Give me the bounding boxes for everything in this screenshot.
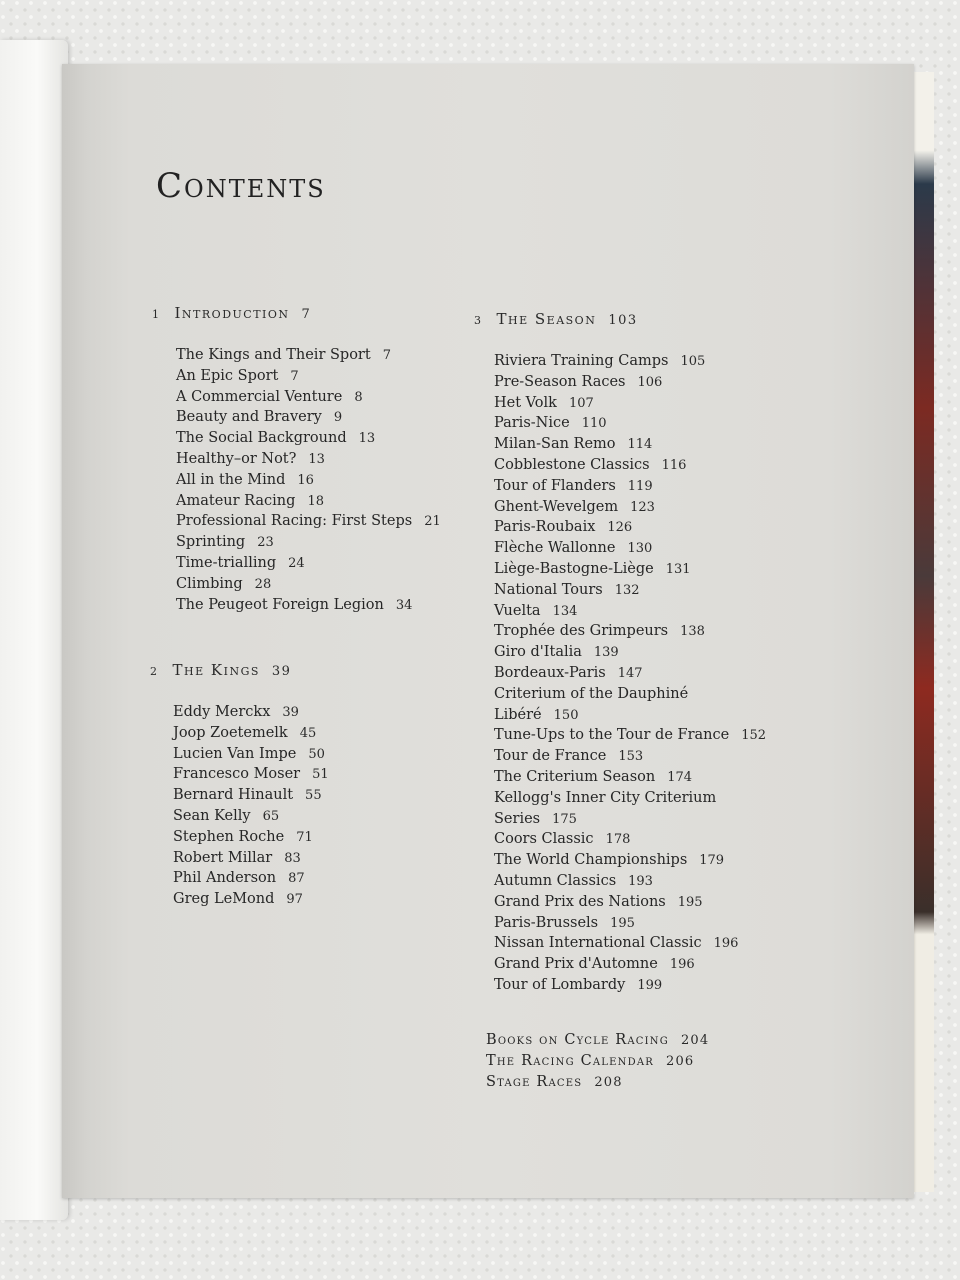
section-title: The Season (496, 310, 597, 328)
entry-page: 110 (581, 416, 607, 432)
entry-title: Paris-Nice (494, 415, 570, 432)
toc-entry (494, 809, 766, 830)
toc-entry (173, 702, 329, 723)
toc-entry (494, 621, 766, 642)
toc-entry (494, 497, 766, 518)
toc-entry (173, 848, 329, 869)
entry-title: Professional Racing: First Steps (176, 513, 413, 530)
entry-title: Tune-Ups to the Tour de France (494, 727, 730, 744)
toc-entry (173, 868, 329, 889)
toc-entry (486, 1072, 709, 1093)
entry-page: 153 (618, 749, 644, 765)
entry-page: 105 (680, 354, 706, 369)
toc-entry (494, 517, 766, 538)
entry-title: Tour of Flanders (494, 477, 616, 494)
toc-entry (494, 829, 766, 850)
toc-entry (494, 434, 766, 455)
section-title: The Kings (172, 661, 260, 679)
entry-title: Robert Millar (173, 849, 273, 866)
entry-page: 195 (610, 915, 635, 931)
back-matter (486, 1030, 709, 1093)
entry-title: Amateur Racing (176, 492, 296, 509)
entry-title: Vuelta (494, 602, 541, 619)
entry-page: 152 (741, 728, 767, 744)
toc-entry (494, 788, 766, 809)
left-page-edge (0, 40, 68, 1220)
toc-entry (494, 476, 766, 497)
toc-entry (173, 827, 329, 848)
toc-entry (173, 723, 329, 744)
entry-title: Time-trialling (176, 554, 277, 571)
entry-title: Joop Zoetemelk (173, 724, 288, 741)
entry-page: 107 (568, 395, 594, 411)
toc-entry (173, 744, 329, 765)
entry-title: Milan-San Remo (494, 436, 616, 453)
entry-page: 8 (354, 389, 363, 405)
toc-entry (494, 351, 766, 372)
entry-title: Flèche Wallonne (494, 540, 616, 557)
entry-title: Paris-Roubaix (494, 519, 596, 536)
entry-title: Lucien Van Impe (173, 745, 297, 762)
entry-title: Liège-Bastogne-Liège (494, 560, 654, 577)
entry-page: 7 (290, 368, 299, 384)
entry-page: 179 (699, 853, 725, 869)
toc-entry (494, 663, 766, 684)
entry-page: 45 (299, 725, 317, 741)
page-title: Contents (156, 166, 326, 206)
toc-entry (176, 428, 441, 449)
entry-page: 24 (288, 555, 305, 571)
toc-entry (173, 764, 329, 785)
section-heading-the-kings (150, 661, 291, 679)
toc-entry (176, 387, 441, 408)
entry-page: 28 (254, 576, 272, 592)
introduction-entries (176, 345, 441, 615)
toc-entry (173, 889, 329, 910)
entry-title: Greg LeMond (173, 891, 275, 908)
toc-entry (486, 1030, 709, 1051)
entry-title: Sean Kelly (173, 807, 251, 824)
entry-title: All in the Mind (176, 471, 286, 488)
entry-page: 132 (614, 582, 640, 598)
toc-entry (176, 553, 441, 574)
entry-title: Beauty and Bravery (176, 409, 322, 426)
entry-title: Cobblestone Classics (494, 456, 650, 473)
entry-page: 114 (627, 437, 653, 453)
entry-title: Trophée des Grimpeurs (494, 623, 669, 640)
entry-page: 7 (382, 348, 391, 363)
entry-page: 193 (628, 873, 653, 889)
entry-page: 71 (296, 829, 313, 845)
entry-title: Grand Prix des Nations (494, 893, 666, 910)
section-number: 3 (474, 314, 483, 327)
entry-page: 39 (282, 705, 299, 720)
entry-page: 50 (308, 746, 325, 762)
entry-page: 106 (637, 374, 663, 390)
entry-title: Tour of Lombardy (494, 976, 626, 993)
toc-entry (494, 746, 766, 767)
entry-page: 65 (262, 808, 280, 824)
toc-entry (176, 366, 441, 387)
entry-title: Bernard Hinault (173, 787, 294, 804)
entry-title: Tour de France (494, 748, 607, 765)
entry-page: 123 (630, 499, 655, 515)
entry-page: 126 (607, 520, 633, 536)
entry-title: The Social Background (176, 430, 347, 447)
entry-title: Stephen Roche (173, 828, 285, 845)
entry-title: Francesco Moser (173, 766, 301, 783)
toc-entry (494, 933, 766, 954)
entry-page: 13 (358, 431, 376, 447)
entry-title: A Commercial Venture (176, 388, 343, 405)
toc-entry (176, 532, 441, 553)
entry-page: 87 (288, 871, 305, 887)
entry-page: 195 (677, 894, 703, 910)
entry-title: The Racing Calendar (486, 1053, 654, 1069)
toc-entry (494, 975, 766, 996)
entry-title: Eddy Merckx (173, 704, 271, 720)
entry-title: National Tours (494, 581, 603, 598)
entry-page: 34 (395, 597, 413, 613)
entry-page: 174 (667, 769, 693, 785)
entry-title: Stage Races (486, 1074, 583, 1090)
entry-title: Series (494, 810, 541, 827)
entry-page: 16 (297, 472, 314, 488)
toc-entry (494, 455, 766, 476)
entry-page: 147 (617, 665, 643, 681)
toc-entry (494, 559, 766, 580)
entry-page: 175 (552, 811, 577, 827)
entry-page: 196 (713, 936, 739, 952)
toc-entry (176, 345, 441, 366)
entry-title: Giro d'Italia (494, 644, 582, 661)
entry-page: 51 (312, 767, 329, 783)
entry-title: The World Championships (494, 852, 688, 869)
entry-page: 55 (305, 788, 322, 804)
toc-entry (176, 449, 441, 470)
toc-entry (176, 491, 441, 512)
entry-page: 208 (594, 1075, 623, 1090)
entry-page: 13 (308, 451, 325, 467)
entry-title: Kellogg's Inner City Criterium (494, 789, 717, 806)
entry-title: Pre-Season Races (494, 373, 626, 390)
entry-title: Nissan International Classic (494, 935, 702, 952)
section-number: 1 (152, 308, 161, 321)
toc-entry (494, 684, 766, 705)
entry-title: Grand Prix d'Automne (494, 956, 658, 973)
toc-entry (176, 595, 441, 616)
entry-title: Libéré (494, 706, 542, 723)
toc-entry (494, 892, 766, 913)
toc-entry (494, 913, 766, 934)
entry-page: 206 (665, 1054, 695, 1069)
section-page: 7 (301, 307, 312, 322)
entry-title: The Kings and Their Sport (176, 347, 371, 363)
toc-entry (173, 806, 329, 827)
entry-title: Coors Classic (494, 831, 594, 848)
toc-entry (494, 601, 766, 622)
toc-entry (494, 538, 766, 559)
entry-page: 130 (627, 541, 653, 557)
entry-page: 116 (661, 457, 687, 473)
toc-entry (494, 767, 766, 788)
entry-page: 199 (637, 977, 663, 993)
entry-page: 134 (552, 603, 578, 619)
toc-entry (494, 705, 766, 726)
section-title: Introduction (174, 304, 290, 322)
section-number: 2 (150, 665, 159, 678)
entry-page: 178 (605, 832, 631, 848)
entry-title: Riviera Training Camps (494, 353, 669, 369)
toc-entry (486, 1051, 709, 1072)
entry-title: The Criterium Season (494, 768, 656, 785)
section-heading-the-season (474, 310, 638, 328)
section-page: 103 (608, 313, 638, 328)
section-page: 39 (271, 664, 292, 679)
entry-page: 138 (680, 624, 705, 640)
the-season-entries (494, 351, 766, 996)
entry-page: 9 (333, 410, 343, 426)
toc-entry (494, 850, 766, 871)
entry-page: 150 (553, 707, 579, 723)
toc-entry (176, 470, 441, 491)
entry-page: 21 (424, 514, 441, 530)
the-kings-entries (173, 702, 329, 910)
toc-entry (176, 574, 441, 595)
entry-title: Phil Anderson (173, 870, 277, 887)
entry-title: Het Volk (494, 394, 557, 411)
entry-title: Ghent-Wevelgem (494, 498, 619, 515)
entry-page: 23 (257, 535, 274, 551)
toc-entry (494, 642, 766, 663)
entry-title: Paris-Brussels (494, 914, 599, 931)
entry-title: Criterium of the Dauphiné (494, 685, 689, 702)
entry-page: 83 (284, 850, 301, 866)
contents-page (62, 64, 914, 1198)
entry-page: 119 (627, 478, 653, 494)
entry-page: 196 (669, 957, 695, 973)
entry-title: The Peugeot Foreign Legion (176, 596, 384, 613)
entry-title: Healthy–or Not? (176, 450, 297, 467)
toc-entry (494, 725, 766, 746)
entry-title: Climbing (176, 575, 243, 592)
toc-entry (494, 393, 766, 414)
toc-entry (494, 954, 766, 975)
section-heading-introduction (152, 304, 311, 322)
toc-entry (494, 580, 766, 601)
entry-title: An Epic Sport (176, 367, 279, 384)
toc-entry (494, 372, 766, 393)
entry-page: 18 (307, 493, 324, 509)
entry-title: Books on Cycle Racing (486, 1032, 669, 1048)
entry-title: Sprinting (176, 534, 246, 551)
toc-entry (176, 407, 441, 428)
entry-page: 139 (593, 645, 619, 661)
toc-entry (173, 785, 329, 806)
entry-page: 97 (286, 892, 303, 908)
entry-page: 131 (665, 561, 691, 577)
toc-entry (176, 511, 441, 532)
entry-page: 204 (680, 1033, 710, 1048)
entry-title: Bordeaux-Paris (494, 664, 606, 681)
toc-entry (494, 413, 766, 434)
entry-title: Autumn Classics (494, 872, 617, 889)
toc-entry (494, 871, 766, 892)
